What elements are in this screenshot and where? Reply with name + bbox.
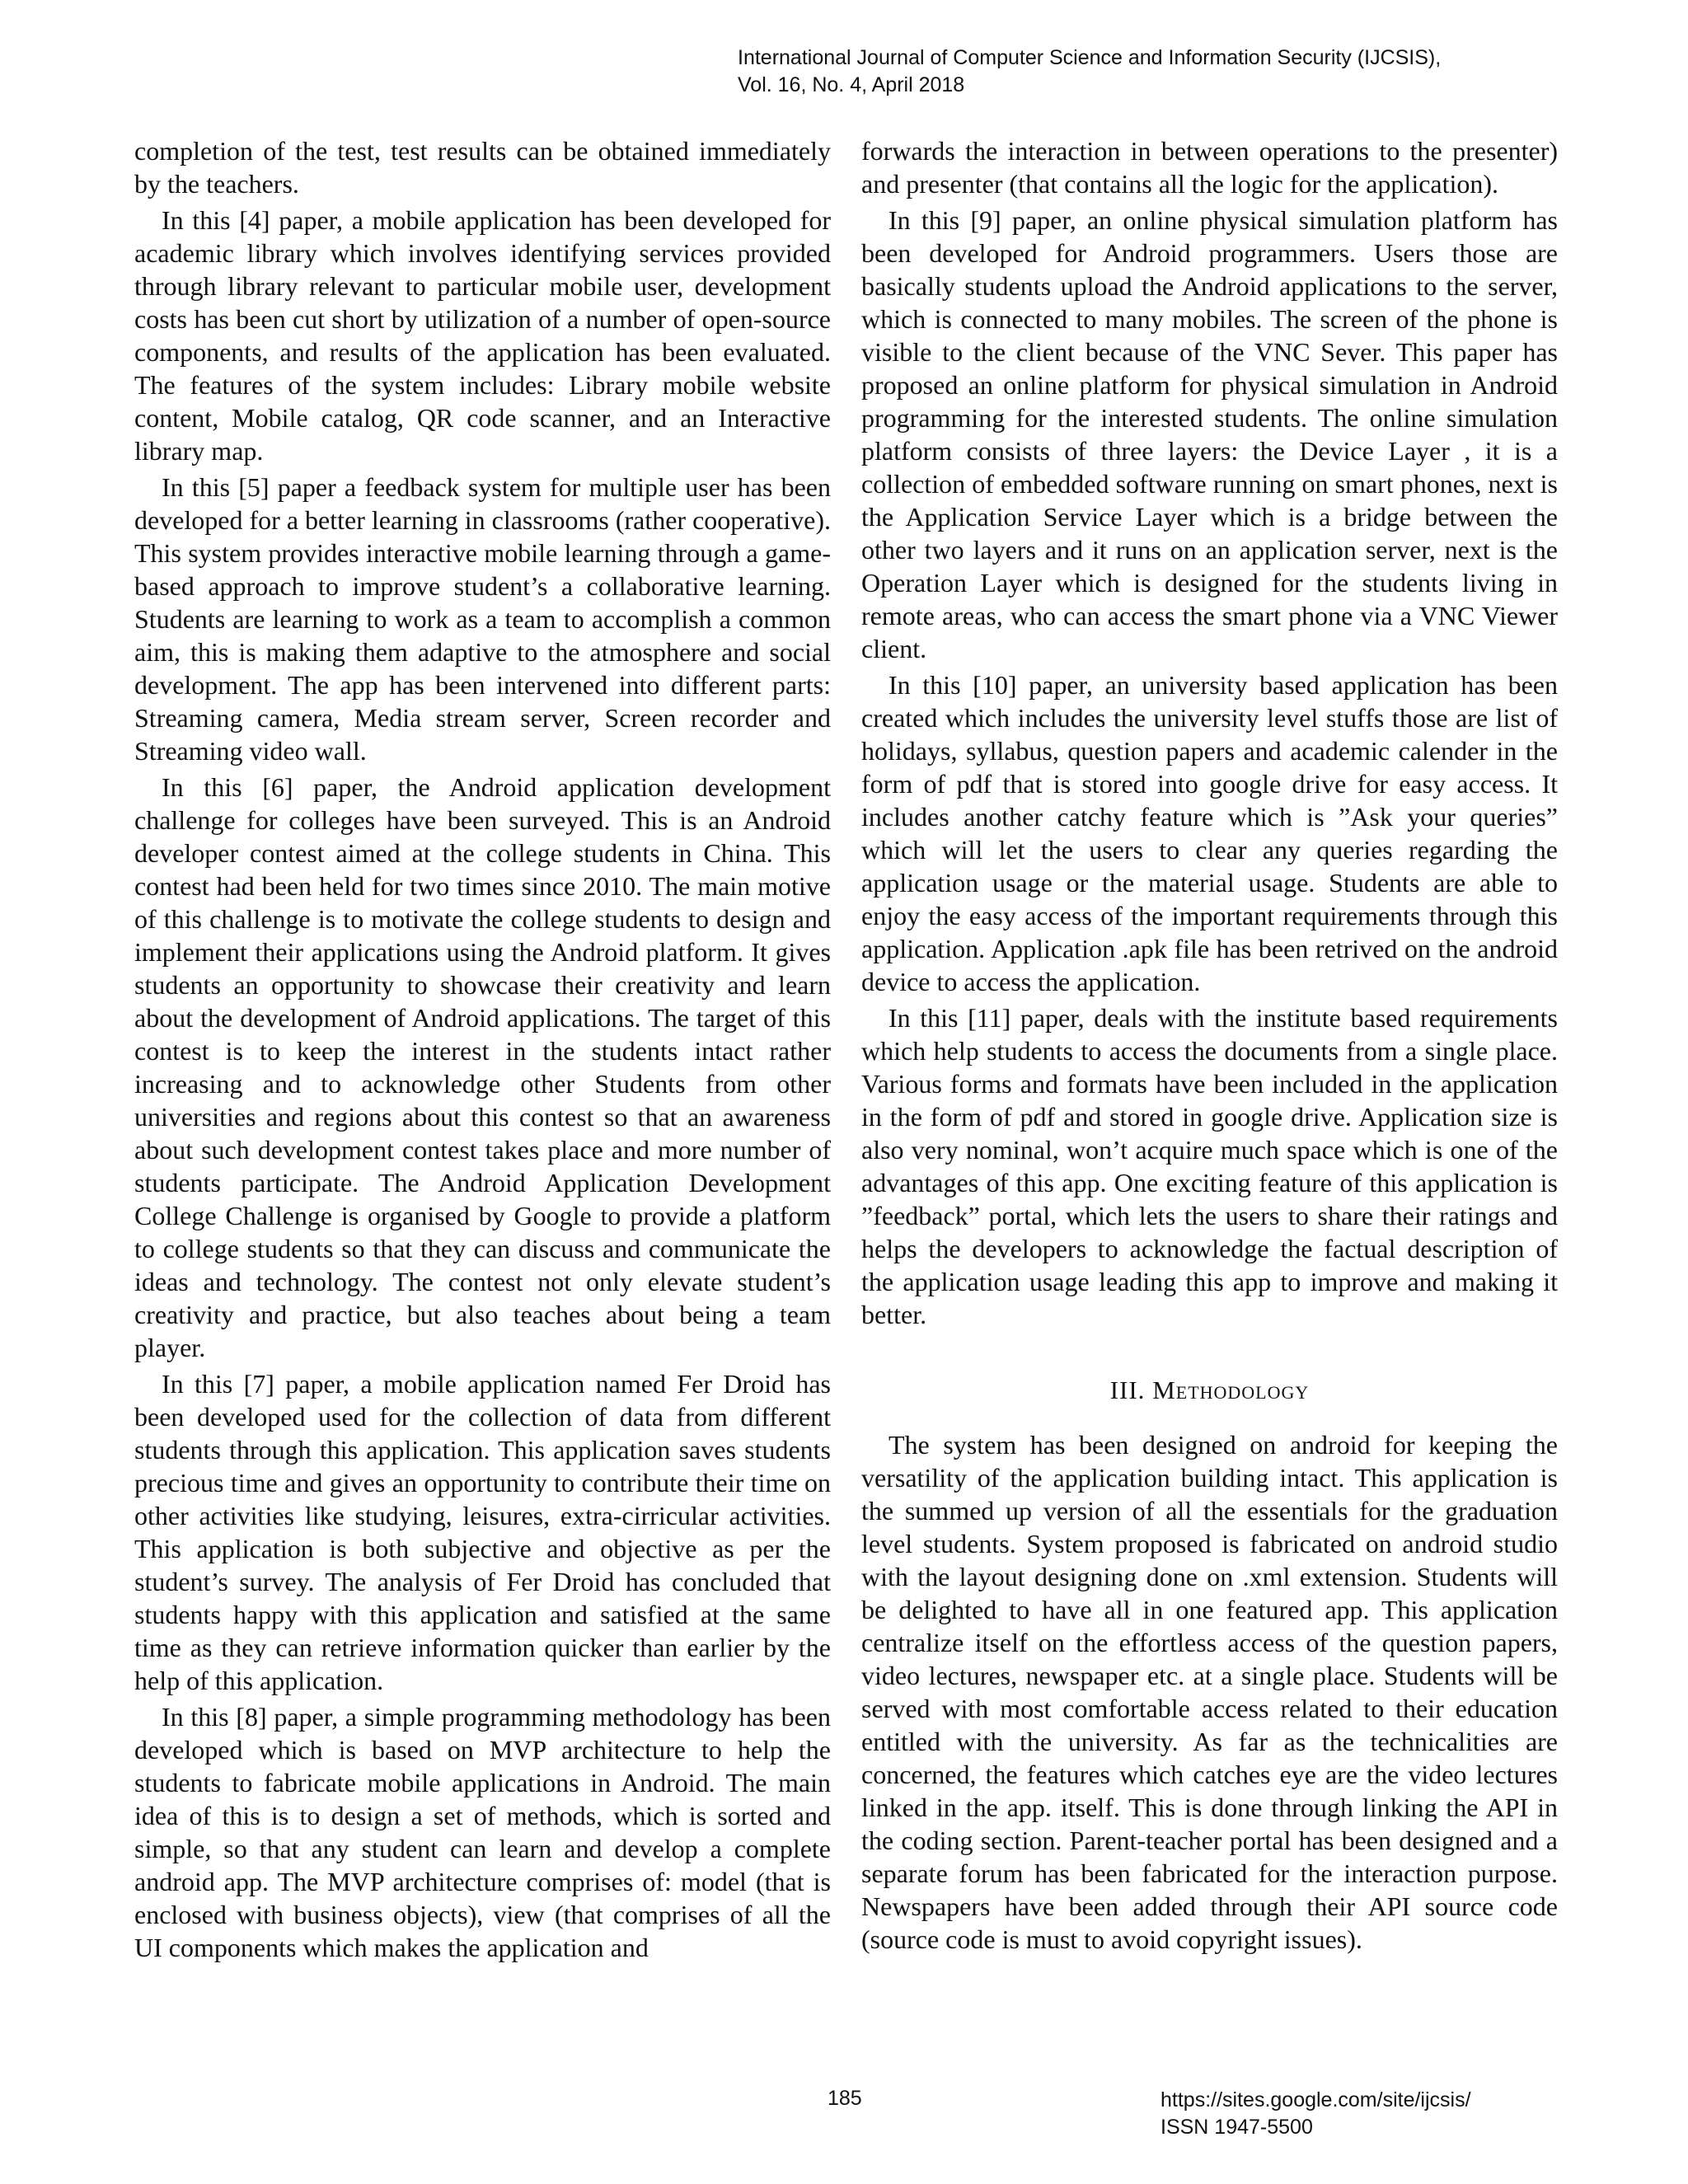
page-number: 185	[828, 2087, 862, 2110]
paragraph: In this [10] paper, an university based application has been created which includes the university level stuffs those are list of holidays, syllabus, question papers and academic calender in the form of pdf that is stored into google drive for easy access. It includes another catchy feature which is ”Ask your queries” which will let the users to clear any queries regarding the application usage or the material usage. Students are able to enjoy the easy access of the important requirements through this application. Application .apk file has been retrived on the android device to access the application.	[861, 670, 1558, 996]
paragraph: In this [6] paper, the Android application development challenge for colleges have been surveyed. This is an Android developer contest aimed at the college students in China. This contest had been held for two times since 2010. The main motive of this challenge is to motivate the college students to design and implement their applications using the Android platform. It gives students an opportunity to showcase their creativity and learn about the development of Android applications. The target of this contest is to keep the interest in the students intact rather increasing and to acknowledge other Students from other universities and regions about this contest so that an awareness about such development contest takes place and more number of students participate. The Android Application Development College Challenge is organised by Google to provide a platform to college students so that they can discuss and communicate the ideas and technology. The contest not only elevate student’s creativity and practice, but also teaches about being a team player.	[134, 772, 831, 1362]
footer-url: https://sites.google.com/site/ijcsis/	[1160, 2088, 1471, 2111]
paragraph: The system has been designed on android for keeping the versatility of the application building intact. This application is the summed up version of all the essentials for the graduation level students. System proposed is fabricated on android studio with the layout designing done on .xml extension. Students will be delighted to have all in one featured app. This application centralize itself on the effortless access of the question papers, video lectures, newspaper etc. at a single place. Students will be served with most comfortable access related to their education entitled with the university. As far as the technicalities are concerned, the features which catches eye are the video lectures linked in the app. itself. This is done through linking the API in the coding section. Parent-teacher portal has been designed and a separate forum has been fabricated for the interaction purpose. Newspapers have been added through their API source code (source code is must to avoid copyright issues).	[861, 1430, 1558, 1954]
paragraph: In this [9] paper, an online physical simulation platform has been developed for Android programmers. Users those are basically students upload the Android applications to the server, which is connected to many mobiles. The screen of the phone is visible to the client because of the VNC Sever. This paper has proposed an online platform for physical simulation in Android programming for the interested students. The online simulation platform consists of three layers: the Device Layer , it is a collection of embedded software running on smart phones, next is the Application Service Layer which is a bridge between the other two layers and it runs on an application server, next is the Operation Layer which is designed for the students living in remote areas, who can access the smart phone via a VNC Viewer client.	[861, 205, 1558, 663]
paragraph: In this [11] paper, deals with the institute based requirements which help students to access the documents from a single place. Various forms and formats have been included in the application in the form of pdf and stored in google drive. Application size is also very nominal, won’t acquire much space which is one of the advantages of this app. One exciting feature of this application is ”feedback” portal, which lets the users to share their ratings and helps the developers to acknowledge the factual description of the application usage leading this app to improve and making it better.	[861, 1003, 1558, 1329]
section-title: Methodology	[1152, 1376, 1310, 1404]
journal-name: International Journal of Computer Science and Information Security (IJCSIS),	[738, 46, 1442, 69]
paragraph: In this [5] paper a feedback system for multiple user has been developed for a better learning in classrooms (rather cooperative). This system provides interactive mobile learning through a game-based approach to improve student’s a collaborative learning. Students are learning to work as a team to accomplish a common aim, this is making them adaptive to the atmosphere and social development. The app has been intervened into different parts: Streaming camera, Media stream server, Screen recorder and Streaming video wall.	[134, 472, 831, 766]
right-column	[861, 134, 1558, 1959]
paragraph: forwards the interaction in between operations to the presenter) and presenter (that contains all the logic for the application).	[861, 136, 1558, 199]
footer-issn: ISSN 1947-5500	[1160, 2116, 1313, 2139]
paragraph: completion of the test, test results can be obtained immediately by the teachers.	[134, 136, 831, 199]
section-number: III.	[1109, 1376, 1146, 1404]
left-column	[134, 134, 831, 1967]
journal-volume: Vol. 16, No. 4, April 2018	[738, 73, 965, 96]
paragraph: In this [4] paper, a mobile application has been developed for academic library which involves identifying services provided through library relevant to particular mobile user, development costs has been cut short by utilization of a number of open-source components, and results of the application has been evaluated. The features of the system includes: Library mobile website content, Mobile catalog, QR code scanner, and an Interactive library map.	[134, 205, 831, 466]
paragraph: In this [7] paper, a mobile application named Fer Droid has been developed used for the collection of data from different students through this application. This application saves students precious time and gives an opportunity to contribute their time on other activities like studying, leisures, extra-cirricular activities. This application is both subjective and objective as per the student’s survey. The analysis of Fer Droid has concluded that students happy with this application and satisfied at the same time as they can retrieve information quicker than earlier by the help of this application.	[134, 1369, 831, 1695]
section-heading	[861, 1374, 1558, 1407]
footer-info	[1160, 2087, 1471, 2141]
paragraph: In this [8] paper, a simple programming methodology has been developed which is based on MVP architecture to help the students to fabricate mobile applications in Android. The main idea of this is to design a set of methods, which is sorted and simple, so that any student can learn and develop a complete android app. The MVP architecture comprises of: model (that is enclosed with business objects), view (that comprises of all the UI components which makes the application and	[134, 1702, 831, 1962]
running-header	[738, 45, 1441, 99]
